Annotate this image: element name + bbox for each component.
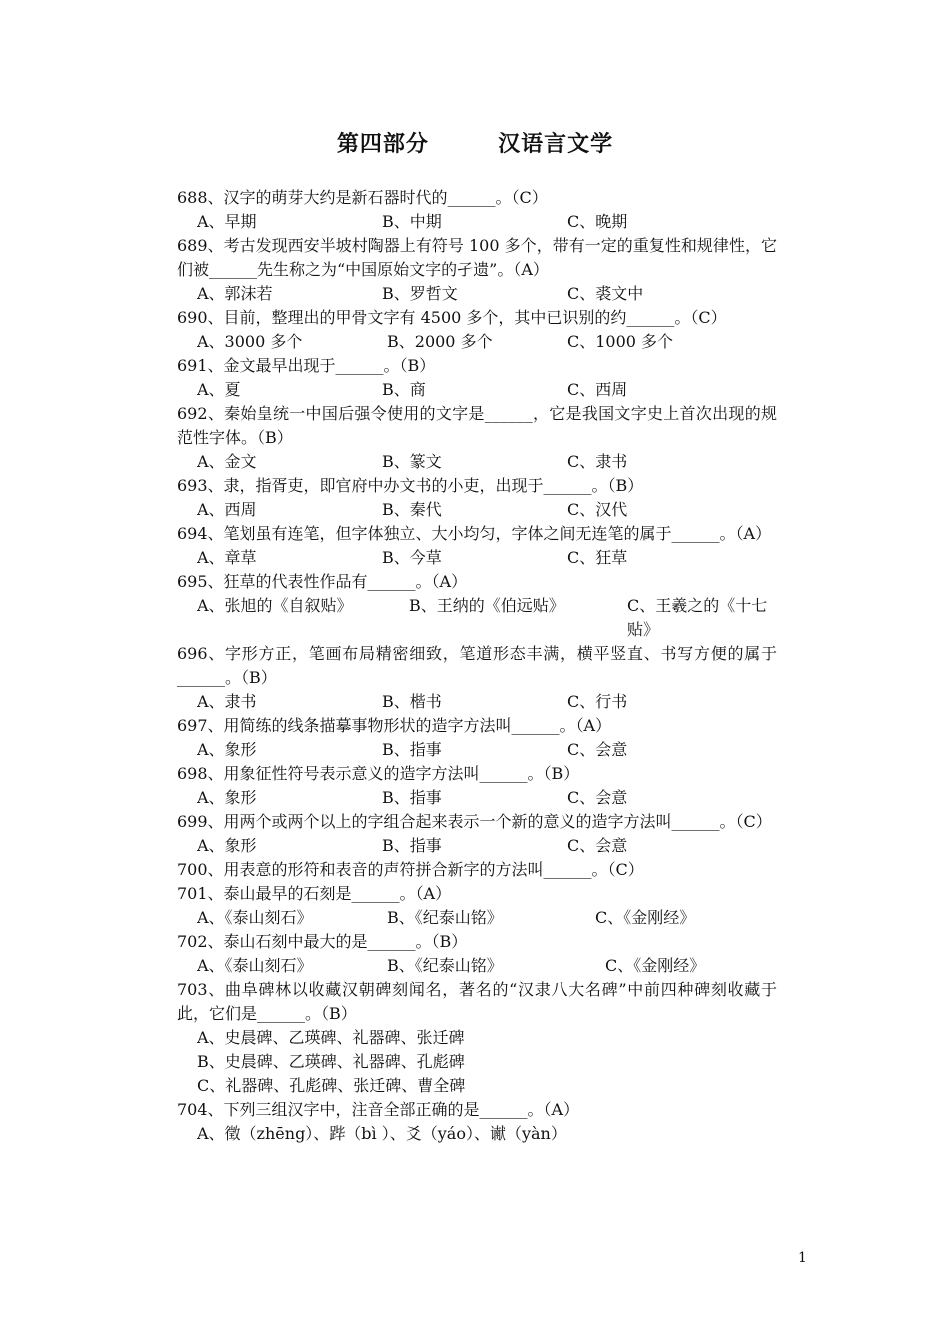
option-c: C、西周 — [567, 380, 628, 399]
option-c: C、会意 — [567, 836, 628, 855]
options-689 — [177, 282, 777, 306]
question-703: 703、曲阜碑林以收藏汉朝碑刻闻名，著名的“汉隶八大名碑”中前四种碑刻收藏于此，它们是______。（B） — [177, 980, 777, 1023]
option-b: B、商 — [382, 380, 426, 399]
question-704: 704、下列三组汉字中，注音全部正确的是______。（A） — [177, 1100, 580, 1119]
question-695: 695、狂草的代表性作品有______。（A） — [177, 572, 468, 591]
option-a: A、《泰山刻石》 — [197, 908, 313, 927]
option-c: C、会意 — [567, 788, 628, 807]
question-692: 692、秦始皇统一中国后强令使用的文字是______，它是我国文字史上首次出现的规范性字体。（B） — [177, 404, 777, 447]
option-b: B、指事 — [382, 836, 442, 855]
option-a: A、金文 — [197, 452, 257, 471]
question-696: 696、字形方正，笔画布局精密细致，笔道形态丰满，横平竖直、书写方便的属于______。（B） — [177, 644, 777, 687]
question-702: 702、泰山石刻中最大的是______。（B） — [177, 932, 468, 951]
option-a: A、郭沫若 — [197, 284, 273, 303]
options-692 — [177, 450, 777, 474]
option-b: B、2000 多个 — [387, 332, 493, 351]
option-a: A、西周 — [197, 500, 257, 519]
question-701: 701、泰山最早的石刻是______。（A） — [177, 884, 452, 903]
option-b: B、《纪泰山铭》 — [387, 908, 503, 927]
option-c: C、行书 — [567, 692, 628, 711]
options-697 — [177, 738, 777, 762]
options-698 — [177, 786, 777, 810]
question-689: 689、考古发现西安半坡村陶器上有符号 100 多个，带有一定的重复性和规律性，它们被______先生称之为“中国原始文字的孑遗”。（A） — [177, 236, 777, 279]
option-b: B、王纳的《伯远贴》 — [409, 596, 565, 615]
options-699 — [177, 834, 777, 858]
page-number: 1 — [798, 1250, 807, 1266]
option-b: B、罗哲文 — [382, 284, 458, 303]
option-a: A、隶书 — [197, 692, 257, 711]
option-c: C、《金刚经》 — [595, 908, 696, 927]
options-701 — [177, 906, 777, 930]
options-688 — [177, 210, 777, 234]
options-691 — [177, 378, 777, 402]
option-c: C、会意 — [567, 740, 628, 759]
option-a: A、象形 — [197, 740, 257, 759]
option-c: C、隶书 — [567, 452, 628, 471]
option-c: C、狂草 — [567, 548, 628, 567]
question-698: 698、用象征性符号表示意义的造字方法叫______。（B） — [177, 764, 580, 783]
question-694: 694、笔划虽有连笔，但字体独立、大小均匀，字体之间无连笔的属于______。（A） — [177, 524, 772, 543]
option-b: B、指事 — [382, 788, 442, 807]
question-688: 688、汉字的萌芽大约是新石器时代的______。（C） — [177, 188, 548, 207]
option-a: A、《泰山刻石》 — [197, 956, 313, 975]
question-693: 693、隶，指胥吏，即官府中办文书的小吏，出现于______。（B） — [177, 476, 644, 495]
question-690: 690、目前，整理出的甲骨文字有 4500 多个，其中已识别的约______。（C） — [177, 308, 727, 327]
option-b: B、中期 — [382, 212, 442, 231]
option-a: A、夏 — [197, 380, 241, 399]
options-690 — [177, 330, 777, 354]
option-a: A、象形 — [197, 836, 257, 855]
options-693 — [177, 498, 777, 522]
question-697: 697、用简练的线条描摹事物形状的造字方法叫______。（A） — [177, 716, 612, 735]
options-702 — [177, 954, 777, 978]
option-c: C、《金刚经》 — [605, 956, 706, 975]
question-691: 691、金文最早出现于______。（B） — [177, 356, 436, 375]
option-a: A、徵（zhēng）、跸（bì ）、爻（yáo）、谳（yàn） — [197, 1124, 567, 1143]
option-b: B、楷书 — [382, 692, 442, 711]
option-c: C、裘文中 — [567, 284, 644, 303]
options-695 — [177, 594, 777, 642]
page-title: 第四部分 汉语言文学 — [336, 132, 614, 157]
option-c: C、礼器碑、孔彪碑、张迁碑、曹全碑 — [197, 1076, 466, 1095]
option-b: B、指事 — [382, 740, 442, 759]
option-c: C、王羲之的《十七贴》 — [627, 596, 768, 639]
options-696 — [177, 690, 777, 714]
option-c: C、晚期 — [567, 212, 628, 231]
options-694 — [177, 546, 777, 570]
option-c: C、1000 多个 — [567, 332, 674, 351]
question-700: 700、用表意的形符和表音的声符拼合新字的方法叫______。（C） — [177, 860, 644, 879]
option-b: B、史晨碑、乙瑛碑、礼器碑、孔彪碑 — [197, 1052, 465, 1071]
option-b: B、《纪泰山铭》 — [387, 956, 503, 975]
option-a: A、张旭的《自叙贴》 — [197, 596, 353, 615]
option-a: A、章草 — [197, 548, 257, 567]
option-a: A、3000 多个 — [197, 332, 303, 351]
question-list — [177, 186, 777, 1146]
option-b: B、秦代 — [382, 500, 442, 519]
option-a: A、早期 — [197, 212, 257, 231]
option-a: A、史晨碑、乙瑛碑、礼器碑、张迁碑 — [197, 1028, 465, 1047]
option-c: C、汉代 — [567, 500, 628, 519]
option-a: A、象形 — [197, 788, 257, 807]
option-b: B、篆文 — [382, 452, 442, 471]
question-699: 699、用两个或两个以上的字组合起来表示一个新的意义的造字方法叫______。（C） — [177, 812, 772, 831]
option-b: B、今草 — [382, 548, 442, 567]
